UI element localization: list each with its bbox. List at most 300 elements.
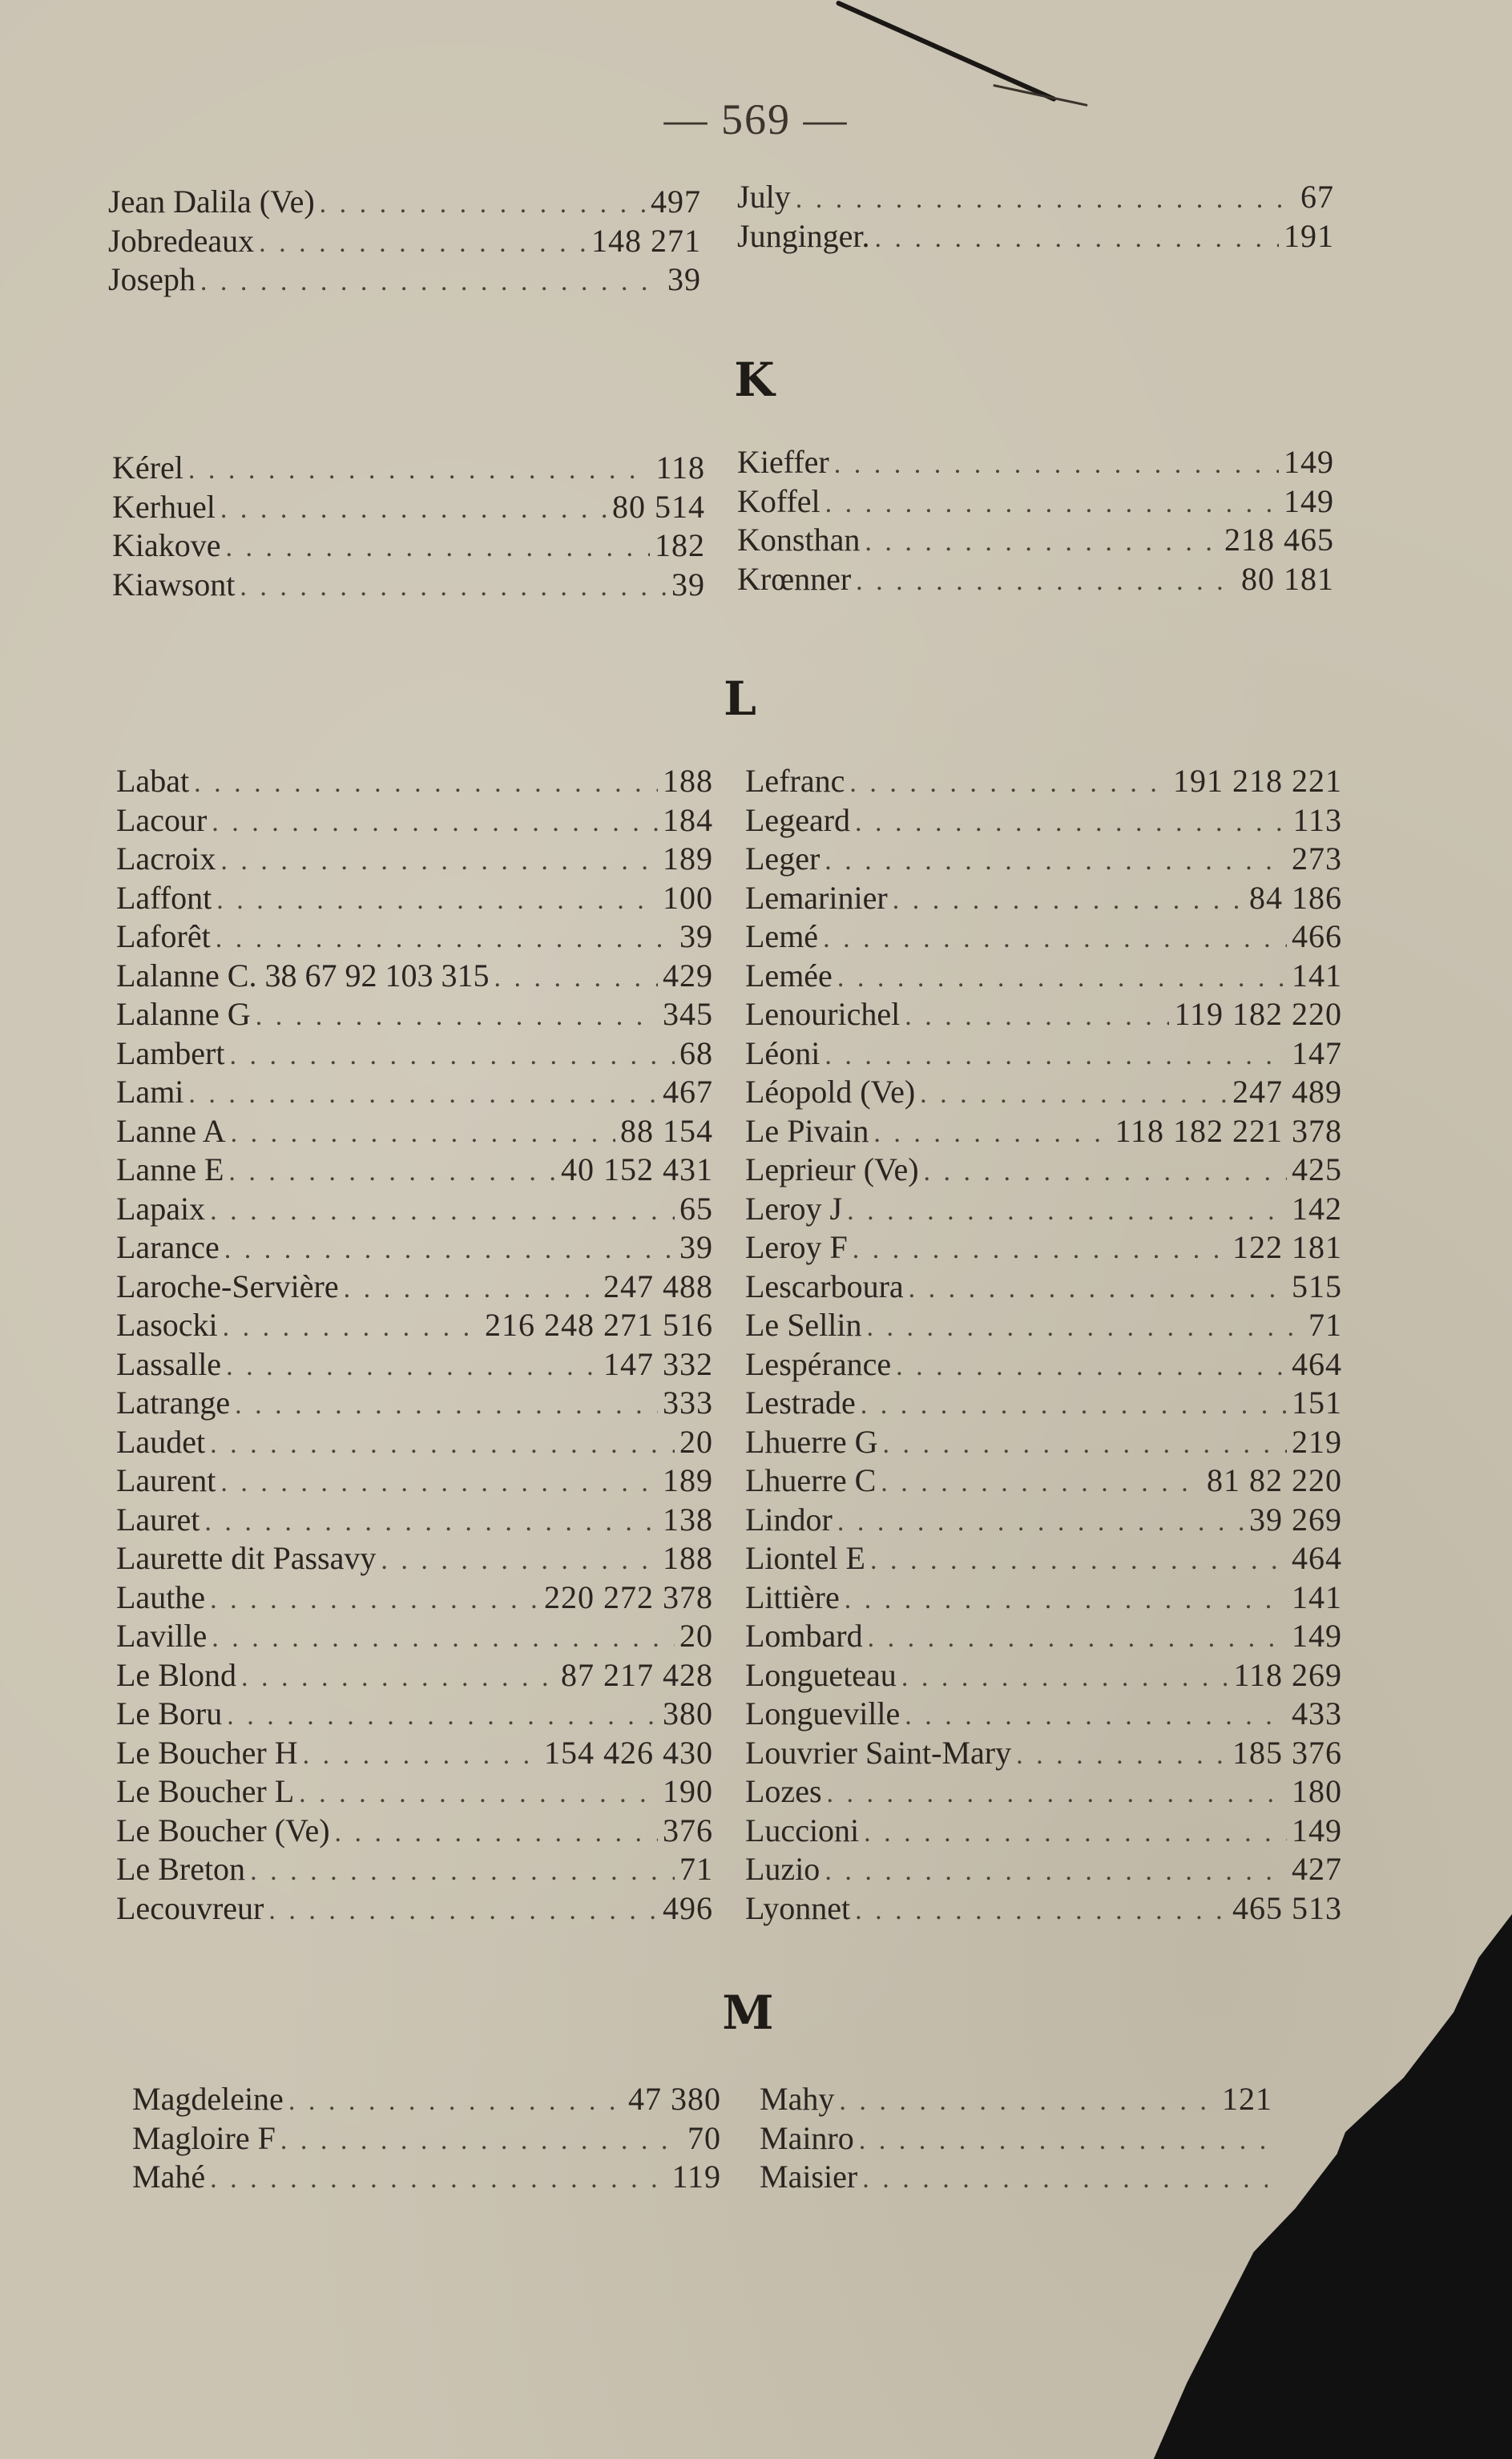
dot-leader [796, 180, 1296, 217]
entry-name: Laville [116, 1618, 208, 1654]
dot-leader [320, 185, 646, 222]
index-entry [116, 879, 713, 918]
index-entry [737, 178, 1334, 217]
index-entry [745, 1889, 1342, 1929]
index-column-M-left [132, 2080, 721, 2197]
entry-page-numbers: 380 [663, 1695, 713, 1731]
entry-page-numbers: 515 [1292, 1268, 1342, 1304]
entry-name: Legeard [745, 801, 851, 838]
entry-page-numbers: 216 248 271 516 [485, 1307, 713, 1343]
index-entry [116, 1812, 713, 1851]
entry-page-numbers: 20 [679, 1618, 713, 1654]
index-entry [116, 1617, 713, 1656]
entry-name: Kerhuel [112, 488, 216, 525]
index-entry [112, 526, 705, 566]
dot-leader [231, 1115, 615, 1151]
entry-name: Lozes [745, 1773, 822, 1809]
entry-page-numbers: 88 154 [620, 1112, 713, 1149]
entry-name: Lefranc [745, 763, 845, 799]
entry-name: Le Sellin [745, 1307, 862, 1343]
entry-name: Labat [116, 763, 190, 799]
entry-name: Longueville [745, 1695, 901, 1731]
index-column-J-right [737, 178, 1334, 256]
dot-leader [212, 804, 658, 840]
dot-leader [862, 2160, 1268, 2197]
entry-name: Lauthe [116, 1578, 206, 1615]
entry-name: Laurent [116, 1462, 216, 1498]
entry-name: Joseph [108, 261, 196, 297]
dot-leader [920, 1075, 1228, 1112]
dot-leader [259, 224, 587, 261]
section-letter-M: M [722, 1985, 774, 2040]
dot-leader [905, 1697, 1287, 1734]
index-entry [760, 2080, 1272, 2119]
index-entry [745, 1073, 1342, 1112]
dot-leader [188, 1075, 658, 1112]
dot-leader [823, 920, 1287, 957]
index-entry [132, 2119, 721, 2159]
index-entry [112, 566, 705, 605]
entry-name: Littière [745, 1578, 840, 1615]
dot-leader [226, 1348, 599, 1385]
entry-name: Longueteau [745, 1656, 897, 1693]
dot-leader [344, 1270, 599, 1307]
index-entry [760, 2119, 1272, 2159]
index-entry [745, 1461, 1342, 1501]
index-entry [112, 449, 705, 488]
entry-page-numbers: 188 [663, 1540, 713, 1576]
entry-name: Kiakove [112, 527, 221, 563]
index-entry [745, 1112, 1342, 1151]
entry-page-numbers: 182 [655, 527, 705, 563]
dot-leader [856, 562, 1236, 599]
index-entry [116, 1228, 713, 1268]
index-entry [745, 840, 1342, 879]
entry-page-numbers: 142 [1292, 1190, 1342, 1227]
entry-page-numbers: 84 186 [1249, 879, 1342, 916]
dot-leader [220, 490, 607, 527]
entry-name: Lindor [745, 1501, 833, 1538]
entry-name: Léoni [745, 1034, 821, 1071]
index-entry [745, 762, 1342, 801]
index-entry [116, 917, 713, 957]
dot-leader [210, 1425, 675, 1462]
dot-leader [868, 1619, 1287, 1656]
dot-leader [881, 1464, 1202, 1501]
index-entry [745, 801, 1342, 840]
index-column-K-left [112, 449, 705, 604]
entry-name: Le Boucher L [116, 1773, 295, 1809]
entry-name: Le Boucher (Ve) [116, 1812, 330, 1848]
entry-name: Kérel [112, 449, 183, 486]
index-entry [116, 1073, 713, 1112]
index-entry [745, 995, 1342, 1034]
entry-name: Magloire F [132, 2119, 276, 2156]
index-entry [116, 1112, 713, 1151]
entry-page-numbers: 121 [1222, 2081, 1272, 2117]
entry-page-numbers: 273 [1292, 840, 1342, 877]
entry-name: Le Boru [116, 1695, 223, 1731]
index-entry [745, 1695, 1342, 1734]
entry-page-numbers: 87 217 428 [561, 1656, 713, 1693]
entry-page-numbers: 68 [679, 1034, 713, 1071]
paper-crease-mark [836, 0, 1058, 103]
dot-leader [834, 445, 1279, 482]
index-entry [745, 1539, 1342, 1578]
dot-leader [839, 2082, 1217, 2119]
entry-name: Jobredeaux [108, 222, 255, 259]
entry-page-numbers: 147 [1292, 1034, 1342, 1071]
dot-leader [825, 1852, 1287, 1889]
dot-leader [882, 1425, 1287, 1462]
entry-page-numbers: 119 [671, 2159, 721, 2195]
entry-name: July [737, 179, 791, 215]
index-entry [745, 1228, 1342, 1268]
dot-leader [228, 1153, 556, 1190]
dot-leader [893, 881, 1244, 918]
dot-leader [827, 1775, 1287, 1812]
entry-page-numbers: 141 [1292, 957, 1342, 994]
entry-name: Lombard [745, 1618, 863, 1654]
entry-page-numbers: 39 [679, 1229, 713, 1265]
entry-name: Kiawsont [112, 566, 236, 603]
entry-name: Louvrier Saint-Mary [745, 1734, 1012, 1771]
dot-leader [381, 1542, 658, 1578]
entry-name: Lemée [745, 957, 833, 994]
index-entry [737, 521, 1334, 560]
entry-page-numbers: 47 380 [628, 2081, 721, 2117]
entry-name: Lami [116, 1074, 184, 1110]
entry-page-numbers: 184 [663, 801, 713, 838]
index-entry [745, 1384, 1342, 1423]
index-column-K-right [737, 443, 1334, 599]
entry-name: Liontel E [745, 1540, 865, 1576]
index-entry [132, 2080, 721, 2119]
index-entry [745, 1734, 1342, 1773]
entry-name: Le Blond [116, 1656, 236, 1693]
entry-page-numbers: 425 [1292, 1151, 1342, 1187]
entry-page-numbers: 151 [1292, 1385, 1342, 1421]
index-entry [745, 1772, 1342, 1812]
entry-name: Le Pivain [745, 1112, 869, 1149]
dot-leader [335, 1814, 658, 1851]
entry-name: Lassalle [116, 1345, 222, 1382]
entry-name: Jean Dalila (Ve) [108, 183, 315, 220]
index-entry [745, 1268, 1342, 1307]
dot-leader [837, 959, 1287, 996]
entry-name: Lemarinier [745, 879, 888, 916]
index-entry [737, 443, 1334, 482]
index-entry [745, 1306, 1342, 1345]
entry-name: Lhuerre G [745, 1423, 878, 1460]
dot-leader [901, 1659, 1229, 1695]
section-letter-K: K [734, 353, 775, 407]
entry-page-numbers: 191 [1284, 217, 1334, 254]
dot-leader [849, 764, 1168, 801]
entry-page-numbers: 119 182 220 [1174, 996, 1342, 1032]
entry-name: Laffont [116, 879, 212, 916]
entry-page-numbers: 147 332 [603, 1345, 713, 1382]
dot-leader [303, 1736, 539, 1773]
entry-name: Lespérance [745, 1345, 892, 1382]
index-entry [745, 1345, 1342, 1385]
index-column-J-left [108, 183, 701, 300]
dot-leader [240, 568, 667, 605]
index-entry [116, 762, 713, 801]
dot-leader [256, 998, 658, 1034]
dot-leader [837, 1503, 1244, 1540]
dot-leader [216, 881, 658, 918]
entry-name: Lenourichel [745, 996, 901, 1032]
index-entry [745, 917, 1342, 957]
index-entry [745, 1190, 1342, 1229]
dot-leader [230, 1037, 675, 1074]
index-column-L-right [745, 762, 1342, 1928]
dot-leader [853, 1231, 1228, 1268]
entry-page-numbers: 65 [679, 1190, 713, 1227]
entry-page-numbers: 497 [651, 183, 701, 220]
dot-leader [494, 959, 659, 996]
entry-page-numbers: 100 [663, 879, 713, 916]
dot-leader [220, 1464, 658, 1501]
dot-leader [896, 1348, 1287, 1385]
entry-page-numbers: 218 465 [1224, 522, 1334, 558]
dot-leader [235, 1386, 658, 1423]
dot-leader [875, 220, 1279, 256]
entry-name: Lalanne G [116, 996, 251, 1032]
dot-leader [867, 1308, 1304, 1345]
index-entry [116, 1151, 713, 1190]
entry-name: Krœnner [737, 560, 852, 597]
dot-leader [905, 998, 1169, 1034]
entry-page-numbers: 40 152 431 [561, 1151, 713, 1187]
entry-page-numbers: 113 [1292, 801, 1342, 838]
entry-page-numbers: 376 [663, 1812, 713, 1848]
index-column-L-left [116, 762, 713, 1928]
entry-name: Konsthan [737, 522, 861, 558]
entry-name: Lambert [116, 1034, 225, 1071]
entry-page-numbers: 141 [1292, 1578, 1342, 1615]
entry-page-numbers: 67 [1300, 179, 1334, 215]
entry-name: Lescarboura [745, 1268, 904, 1304]
index-entry [745, 1423, 1342, 1462]
index-entry [737, 560, 1334, 599]
entry-page-numbers: 464 [1292, 1540, 1342, 1576]
entry-page-numbers: 345 [663, 996, 713, 1032]
index-entry [112, 488, 705, 527]
dot-leader [873, 1115, 1110, 1151]
entry-page-numbers: 39 269 [1249, 1501, 1342, 1538]
index-entry [116, 1190, 713, 1229]
entry-name: Larance [116, 1229, 220, 1265]
entry-name: Laroche-Servière [116, 1268, 339, 1304]
entry-page-numbers: 149 [1284, 482, 1334, 519]
page-number: — 569 — [663, 95, 849, 143]
index-entry [116, 1306, 713, 1345]
entry-name: Lalanne C. 38 67 92 103 315 [116, 957, 490, 994]
entry-name: Kieffer [737, 444, 829, 480]
entry-page-numbers: 247 488 [603, 1268, 713, 1304]
index-entry [116, 1850, 713, 1889]
dot-leader [865, 523, 1220, 560]
entry-name: Lhuerre C [745, 1462, 877, 1498]
entry-name: Laforêt [116, 918, 211, 954]
entry-name: Junginger. [737, 217, 870, 254]
index-entry [737, 217, 1334, 256]
dot-leader [870, 1542, 1287, 1578]
index-entry [745, 1501, 1342, 1540]
entry-name: Luccioni [745, 1812, 860, 1848]
entry-page-numbers: 465 513 [1232, 1889, 1342, 1926]
entry-name: Lanne E [116, 1151, 224, 1187]
dot-leader [224, 1231, 675, 1268]
entry-page-numbers: 39 [667, 261, 701, 297]
entry-page-numbers: 148 271 [591, 222, 701, 259]
entry-page-numbers: 71 [1308, 1307, 1342, 1343]
dot-leader [855, 804, 1288, 840]
entry-page-numbers: 149 [1284, 444, 1334, 480]
entry-page-numbers: 154 426 430 [544, 1734, 713, 1771]
entry-name: Lyonnet [745, 1889, 851, 1926]
index-entry [116, 957, 713, 996]
entry-page-numbers: 39 [671, 566, 705, 603]
dot-leader [847, 1192, 1287, 1229]
entry-name: Magdeleine [132, 2081, 284, 2117]
index-entry [116, 1578, 713, 1618]
entry-name: Lasocki [116, 1307, 218, 1343]
entry-page-numbers: 433 [1292, 1695, 1342, 1731]
index-entry [745, 1850, 1342, 1889]
dot-leader [226, 529, 650, 566]
index-entry [116, 1423, 713, 1462]
entry-name: Mainro [760, 2119, 854, 2156]
entry-page-numbers: 149 [1292, 1812, 1342, 1848]
dot-leader [216, 920, 675, 957]
entry-name: Lacour [116, 801, 208, 838]
dot-leader [845, 1581, 1287, 1618]
entry-name: Lestrade [745, 1385, 856, 1421]
dot-leader [825, 1037, 1287, 1074]
entry-name: Léopold (Ve) [745, 1074, 916, 1110]
index-entry [745, 957, 1342, 996]
index-entry [745, 1656, 1342, 1695]
entry-name: Laurette dit Passavy [116, 1540, 377, 1576]
entry-page-numbers: 333 [663, 1385, 713, 1421]
entry-name: Lemé [745, 918, 819, 954]
index-entry [116, 801, 713, 840]
entry-name: Lacroix [116, 840, 216, 877]
entry-page-numbers: 247 489 [1232, 1074, 1342, 1110]
entry-page-numbers: 188 [663, 763, 713, 799]
index-entry [116, 1345, 713, 1385]
index-entry [745, 879, 1342, 918]
entry-page-numbers: 138 [663, 1501, 713, 1538]
index-entry [116, 1772, 713, 1812]
entry-page-numbers: 189 [663, 1462, 713, 1498]
index-entry [116, 1501, 713, 1540]
entry-page-numbers: 464 [1292, 1345, 1342, 1382]
entry-name: Leprieur (Ve) [745, 1151, 919, 1187]
dot-leader [210, 1192, 675, 1229]
entry-name: Lauret [116, 1501, 200, 1538]
entry-page-numbers: 185 376 [1232, 1734, 1342, 1771]
dot-leader [250, 1852, 675, 1889]
dot-leader [909, 1270, 1287, 1307]
entry-page-numbers: 122 181 [1232, 1229, 1342, 1265]
dot-leader [855, 1892, 1228, 1929]
dot-leader [188, 451, 651, 488]
entry-page-numbers: 180 [1292, 1773, 1342, 1809]
dot-leader [299, 1775, 658, 1812]
index-entry [116, 1695, 713, 1734]
entry-name: Lanne A [116, 1112, 226, 1149]
entry-page-numbers: 190 [663, 1773, 713, 1809]
dot-leader [210, 1581, 539, 1618]
index-entry [116, 1734, 713, 1773]
dot-leader [280, 2122, 683, 2159]
entry-page-numbers: 189 [663, 840, 713, 877]
index-entry [116, 1656, 713, 1695]
entry-page-numbers: 80 514 [612, 488, 705, 525]
index-entry [745, 1151, 1342, 1190]
entry-name: Le Boucher H [116, 1734, 298, 1771]
entry-name: Koffel [737, 482, 821, 519]
dot-leader [194, 764, 658, 801]
entry-page-numbers: 191 218 221 [1173, 763, 1342, 799]
entry-name: Leroy F [745, 1229, 848, 1265]
entry-page-numbers: 70 [687, 2119, 721, 2156]
index-entry [116, 1268, 713, 1307]
dot-leader [204, 1503, 658, 1540]
entry-page-numbers: 118 269 [1233, 1656, 1342, 1693]
index-entry [745, 1578, 1342, 1618]
dot-leader [1016, 1736, 1228, 1773]
entry-name: Lecouvreur [116, 1889, 264, 1926]
index-entry [745, 1812, 1342, 1851]
section-letter-L: L [724, 671, 756, 726]
dot-leader [924, 1153, 1287, 1190]
index-entry [116, 1889, 713, 1929]
entry-name: Mahé [132, 2159, 206, 2195]
entry-name: Luzio [745, 1851, 821, 1887]
dot-leader [288, 2082, 623, 2119]
index-entry [737, 482, 1334, 522]
entry-name: Maisier [760, 2159, 858, 2195]
entry-page-numbers: 467 [663, 1074, 713, 1110]
entry-page-numbers: 219 [1292, 1423, 1342, 1460]
entry-name: Latrange [116, 1385, 231, 1421]
dot-leader [200, 263, 663, 300]
entry-page-numbers: 429 [663, 957, 713, 994]
entry-name: Lapaix [116, 1190, 206, 1227]
dot-leader [268, 1892, 658, 1929]
entry-page-numbers: 220 272 378 [544, 1578, 713, 1615]
index-column-M-right [760, 2080, 1272, 2197]
index-entry [745, 1034, 1342, 1074]
dot-leader [825, 842, 1287, 879]
entry-name: Leger [745, 840, 821, 877]
entry-page-numbers: 466 [1292, 918, 1342, 954]
dot-leader [864, 1814, 1287, 1851]
index-entry [108, 222, 701, 261]
dot-leader [825, 485, 1279, 522]
index-entry [116, 995, 713, 1034]
entry-page-numbers: 39 [679, 918, 713, 954]
entry-page-numbers: 427 [1292, 1851, 1342, 1887]
entry-page-numbers: 496 [663, 1889, 713, 1926]
dot-leader [210, 2160, 667, 2197]
entry-page-numbers: 20 [679, 1423, 713, 1460]
